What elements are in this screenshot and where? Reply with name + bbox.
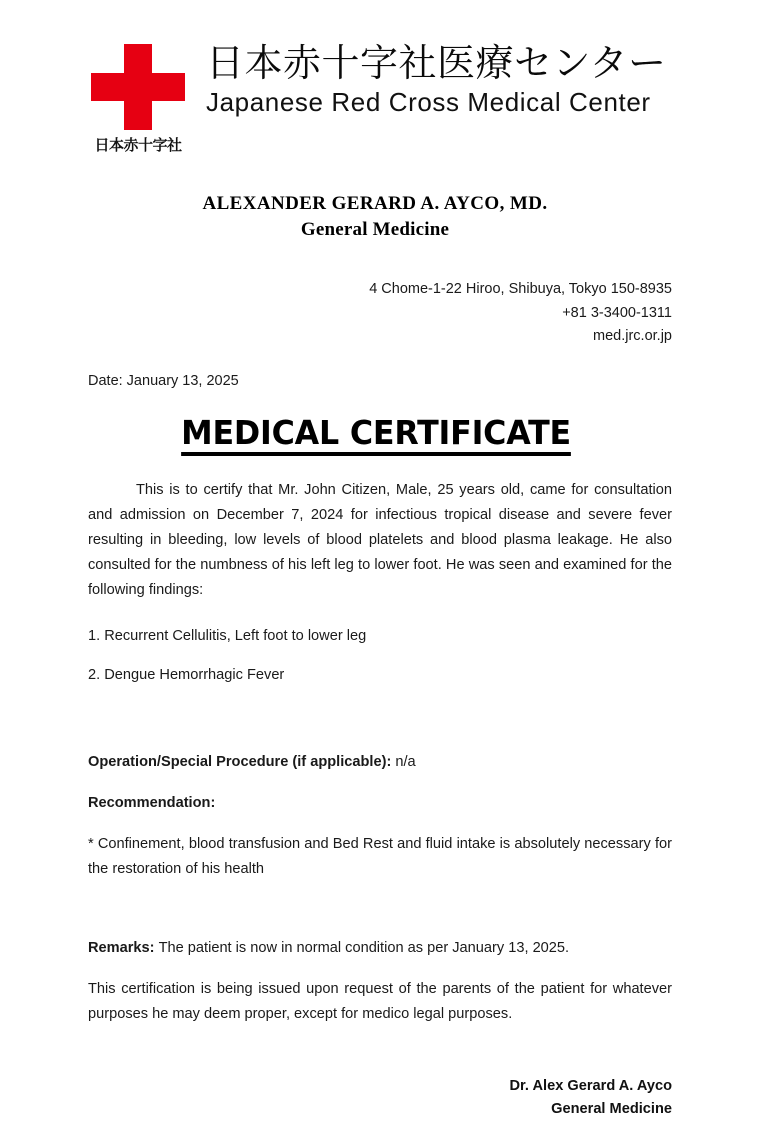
logo-caption: 日本赤十字社 — [94, 136, 182, 154]
operation-line — [88, 750, 672, 775]
certificate-title-container — [0, 412, 760, 456]
signature-name: Dr. Alex Gerard A. Ayco — [509, 1078, 672, 1095]
address-street: 4 Chome-1-22 Hiroo, Shibuya, Tokyo 150-8935 — [369, 281, 672, 298]
remarks-text: The patient is now in normal condition as per January 13, 2025. — [158, 940, 570, 957]
organization-name-english: Japanese Red Cross Medical Center — [206, 86, 651, 117]
doctor-name: ALEXANDER GERARD A. AYCO, MD. — [202, 193, 548, 214]
signature-block — [0, 1075, 760, 1120]
recommendation-label: Recommendation: — [88, 794, 216, 811]
signature-specialty: General Medicine — [551, 1100, 672, 1117]
organization-name-block — [188, 40, 666, 118]
letterhead — [0, 0, 760, 153]
document-body — [0, 478, 760, 1027]
address-block — [0, 278, 760, 348]
recommendation-text: * Confinement, blood transfusion and Bed Rest and fluid intake is absolutely necessary for the restoration of his health — [88, 835, 672, 877]
organization-name-japanese: 日本赤十字社医療センター — [206, 41, 667, 85]
red-cross-icon — [91, 44, 185, 130]
recommendation-line — [88, 791, 672, 816]
lead-paragraph: This is to certify that Mr. John Citizen, Male, 25 years old, came for consultation and admission on December 7, 2024 for infectious tropical disease and severe fever resulting in bleeding, low levels of blood platelets and blood plasma leakage. He also consulted for the numbness of his left leg to lower foot. He was seen and examined for the following findings: — [88, 482, 672, 599]
address-phone: +81 3-3400-1311 — [562, 304, 672, 321]
doctor-specialty: General Medicine — [300, 218, 450, 240]
logo-block — [88, 40, 188, 153]
finding-item: 2. Dengue Hemorrhagic Fever — [88, 666, 285, 683]
remarks-line — [88, 936, 672, 961]
certificate-title: MEDICAL CERTIFICATE — [181, 415, 571, 456]
operation-value: n/a — [395, 753, 416, 770]
closing-paragraph: This certification is being issued upon request of the parents of the patient for whatever purposes he may deem proper, except for medico legal purposes. — [88, 981, 672, 1023]
document-date: Date: January 13, 2025 — [88, 372, 239, 389]
operation-label: Operation/Special Procedure (if applicable): — [88, 753, 392, 770]
doctor-heading — [0, 191, 760, 242]
remarks-label: Remarks: — [88, 940, 155, 957]
address-website: med.jrc.or.jp — [593, 328, 672, 345]
finding-item: 1. Recurrent Cellulitis, Left foot to lower leg — [88, 627, 367, 644]
